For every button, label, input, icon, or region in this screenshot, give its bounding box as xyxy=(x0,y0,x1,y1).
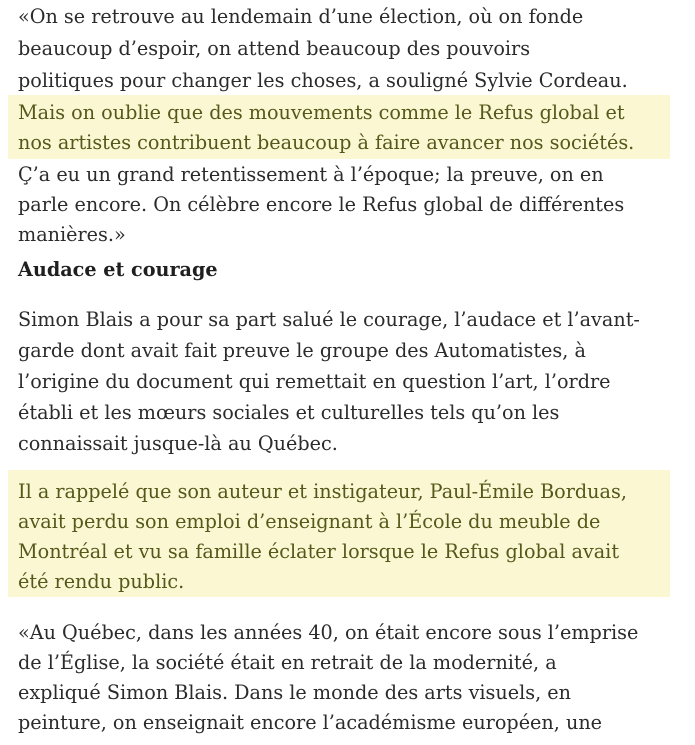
paragraph-line: «Au Québec, dans les années 40, on était encore sous l’emprise xyxy=(18,621,639,644)
paragraph-line: l’origine du document qui remettait en question l’art, l’ordre xyxy=(18,370,611,393)
paragraph-line: établi et les mœurs sociales et culturelles tels qu’on les xyxy=(18,401,560,424)
paragraph-line: peinture, on enseignait encore l’académisme européen, une xyxy=(18,711,603,734)
paragraph-line: politiques pour changer les choses, a souligné Sylvie Cordeau. xyxy=(18,69,628,92)
highlighted-line: nos artistes contribuent beaucoup à faire avancer nos sociétés. xyxy=(18,131,635,154)
paragraph-line: beaucoup d’espoir, on attend beaucoup des pouvoirs xyxy=(18,37,531,60)
paragraph-line: expliqué Simon Blais. Dans le monde des arts visuels, en xyxy=(18,681,572,704)
section-heading: Audace et courage xyxy=(18,258,218,281)
paragraph-line: Simon Blais a pour sa part salué le courage, l’audace et l’avant- xyxy=(18,308,640,331)
paragraph-line: parle encore. On célèbre encore le Refus global de différentes xyxy=(18,193,625,216)
highlighted-line: Il a rappelé que son auteur et instigateur, Paul-Émile Borduas, xyxy=(18,480,627,503)
highlighted-line: été rendu public. xyxy=(18,570,185,593)
highlighted-line: Montréal et vu sa famille éclater lorsque le Refus global avait xyxy=(18,540,620,563)
highlighted-line: Mais on oublie que des mouvements comme le Refus global et xyxy=(18,101,625,124)
paragraph-line: manières.» xyxy=(18,223,126,246)
paragraph-line: connaissait jusque-là au Québec. xyxy=(18,432,338,455)
paragraph-line: Ç’a eu un grand retentissement à l’époque; la preuve, on en xyxy=(18,163,604,186)
paragraph-line: garde dont avait fait preuve le groupe des Automatistes, à xyxy=(18,339,586,362)
highlighted-line: avait perdu son emploi d’enseignant à l’École du meuble de xyxy=(18,510,601,533)
paragraph-line: «On se retrouve au lendemain d’une élection, où on fonde xyxy=(18,5,584,28)
paragraph-line: de l’Église, la société était en retrait de la modernité, a xyxy=(18,651,557,674)
